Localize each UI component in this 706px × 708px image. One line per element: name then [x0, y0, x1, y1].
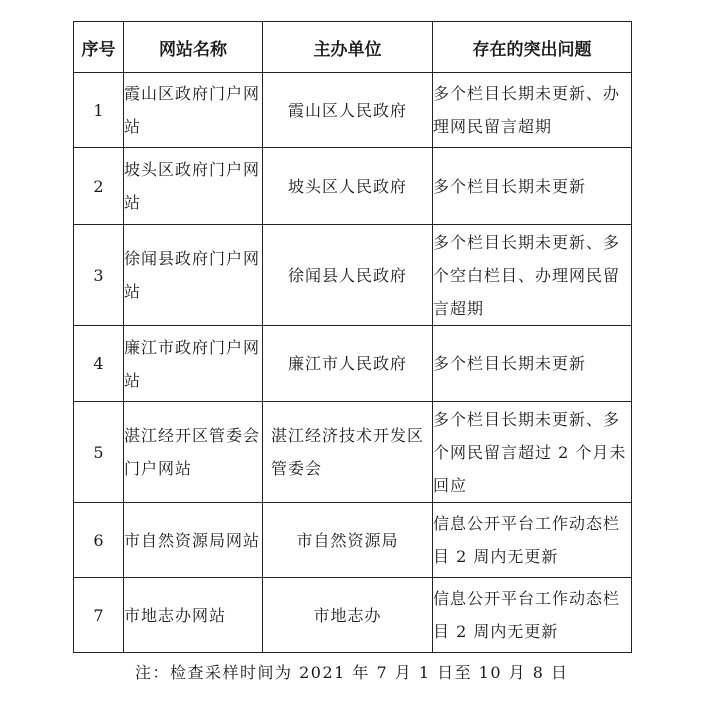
header-issue: 存在的突出问题: [433, 22, 632, 73]
row-issue: 信息公开平台工作动态栏目 2 周内无更新: [433, 578, 632, 653]
row-no: 1: [74, 73, 124, 148]
row-issue: 多个栏目长期未更新、多个空白栏目、办理网民留言超期: [433, 225, 632, 326]
table-row: [74, 402, 632, 503]
row-org: 市地志办: [263, 578, 433, 653]
header-row: [74, 22, 632, 73]
table-row: [74, 503, 632, 578]
header-site: 网站名称: [124, 22, 263, 73]
row-org: 市自然资源局: [263, 503, 433, 578]
row-issue: 多个栏目长期未更新、办理网民留言超期: [433, 73, 632, 148]
row-no: 7: [74, 578, 124, 653]
row-site: 湛江经开区管委会门户网站: [124, 402, 263, 503]
inspection-table: [73, 21, 632, 653]
row-no: 4: [74, 326, 124, 402]
table-row: [74, 148, 632, 225]
row-site: 廉江市政府门户网站: [124, 326, 263, 402]
row-issue: 多个栏目长期未更新: [433, 148, 632, 225]
table-row: [74, 326, 632, 402]
row-no: 3: [74, 225, 124, 326]
row-org: 湛江经济技术开发区管委会: [263, 402, 433, 503]
row-site: 坡头区政府门户网站: [124, 148, 263, 225]
header-no: 序号: [74, 22, 124, 73]
row-site: 市自然资源局网站: [124, 503, 263, 578]
row-no: 2: [74, 148, 124, 225]
table-row: [74, 578, 632, 653]
row-no: 6: [74, 503, 124, 578]
header-org: 主办单位: [263, 22, 433, 73]
row-site: 市地志办网站: [124, 578, 263, 653]
row-org: 徐闻县人民政府: [263, 225, 433, 326]
row-org: 霞山区人民政府: [263, 73, 433, 148]
row-issue: 多个栏目长期未更新、多个网民留言超过 2 个月未回应: [433, 402, 632, 503]
row-no: 5: [74, 402, 124, 503]
footnote: 注：检查采样时间为 2021 年 7 月 1 日至 10 月 8 日: [135, 663, 569, 682]
row-issue: 多个栏目长期未更新: [433, 326, 632, 402]
row-issue: 信息公开平台工作动态栏目 2 周内无更新: [433, 503, 632, 578]
table-row: [74, 225, 632, 326]
table-row: [74, 73, 632, 148]
row-site: 霞山区政府门户网站: [124, 73, 263, 148]
row-org: 坡头区人民政府: [263, 148, 433, 225]
row-org: 廉江市人民政府: [263, 326, 433, 402]
row-site: 徐闻县政府门户网站: [124, 225, 263, 326]
